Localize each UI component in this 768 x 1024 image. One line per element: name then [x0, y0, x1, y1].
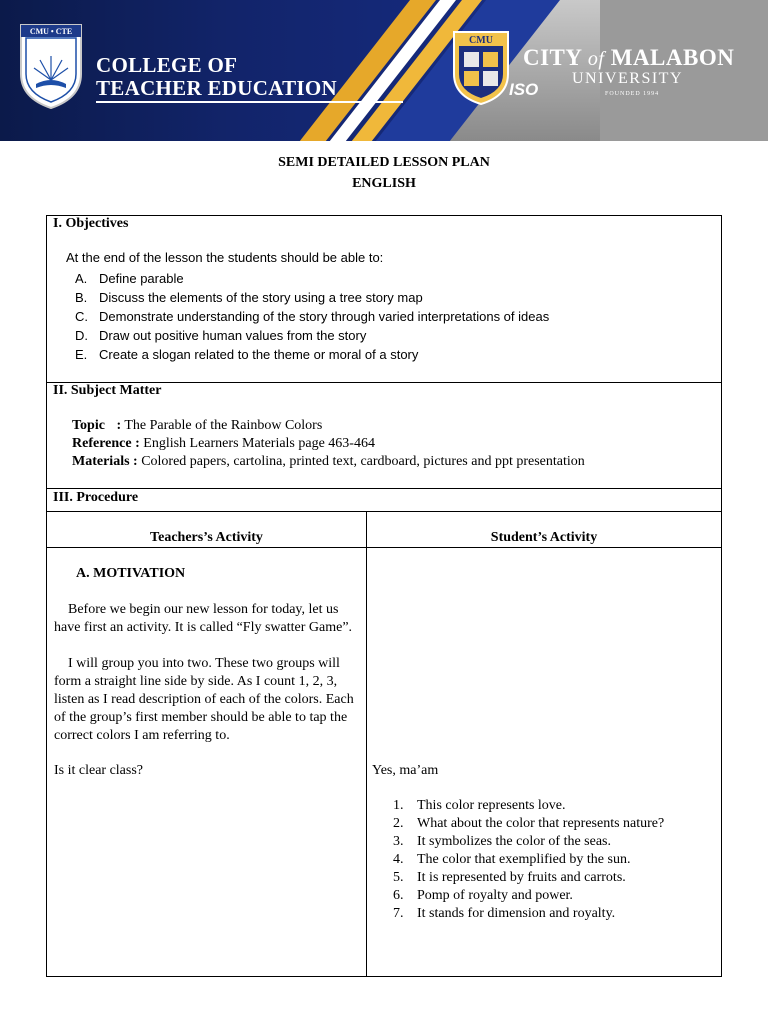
header-banner [0, 0, 768, 141]
university-name-line1 [523, 45, 734, 71]
founded-year: FOUNDED 1994 [605, 91, 660, 97]
university-malabon: MALABON [610, 45, 735, 70]
college-name [96, 54, 337, 100]
list-item: 7. It stands for dimension and royalty. [393, 906, 616, 921]
university-name-line2: UNIVERSITY [572, 70, 683, 87]
iso-badge: ISO [509, 80, 539, 99]
list-item: 6. Pomp of royalty and power. [393, 888, 573, 903]
procedure-heading: III. Procedure [53, 490, 139, 505]
objectives-intro: At the end of the lesson the students should be able to: [66, 250, 384, 265]
cmu-seal-text: CMU [469, 35, 493, 46]
objectives-list [75, 269, 549, 364]
list-item: B. Discuss the elements of the story using a tree story map [75, 290, 423, 305]
university-city: CITY [523, 45, 582, 70]
materials-label: Materials : [72, 454, 138, 469]
college-name-line1: COLLEGE OF [96, 53, 238, 77]
document-title: SEMI DETAILED LESSON PLAN [278, 155, 490, 170]
teacher-column-title: Teachers’s Activity [150, 530, 263, 545]
list-item: 2. What about the color that represents nature? [393, 816, 665, 831]
list-item: 5. It is represented by fruits and carrots. [393, 870, 626, 885]
university-of: of [587, 48, 605, 70]
list-item: C. Demonstrate understanding of the story through varied interpretations of ideas [75, 309, 550, 324]
reference-value: English Learners Materials page 463-464 [143, 436, 375, 451]
procedure-heading-row [46, 488, 722, 512]
reference-line [72, 436, 375, 452]
cte-seal-text: CMU • CTE [29, 27, 73, 36]
cte-seal-logo [18, 22, 84, 110]
topic-value: The Parable of the Rainbow Colors [124, 418, 323, 433]
list-item: 3. It symbolizes the color of the seas. [393, 834, 612, 849]
list-item: 1. This color represents love. [393, 798, 566, 813]
objectives-heading: I. Objectives [53, 216, 129, 231]
motivation-paragraph-2: I will group you into two. These two groups will form a straight line side by side. As I count 1, 2, 3, listen as I read description of each of the colors. Each of the group’s first member should be able to tap the correct colors I am referring to. [54, 656, 354, 743]
cmu-seal-logo [452, 30, 510, 106]
college-name-line2: TEACHER EDUCATION [96, 76, 337, 100]
college-underline [96, 101, 403, 103]
student-reply: Yes, ma’am [372, 763, 439, 778]
student-column-title: Student’s Activity [490, 530, 598, 545]
color-descriptions-list [393, 797, 664, 923]
motivation-paragraph-1: Before we begin our new lesson for today, let us have first an activity. It is called “Fly swatter Game”. [54, 602, 353, 635]
list-item: 4. The color that exemplified by the sun. [393, 852, 631, 867]
list-item: A. Define parable [75, 271, 184, 286]
materials-value: Colored papers, cartolina, printed text, cardboard, pictures and ppt presentation [141, 454, 585, 469]
list-item: E. Create a slogan related to the theme or moral of a story [75, 347, 419, 362]
topic-separator: : [116, 418, 122, 433]
topic-line [72, 418, 322, 434]
list-item: D. Draw out positive human values from the story [75, 328, 367, 343]
document-subject: ENGLISH [352, 176, 416, 191]
topic-label: Topic [72, 418, 105, 433]
subject-matter-heading: II. Subject Matter [53, 383, 162, 398]
teacher-question: Is it clear class? [54, 763, 144, 778]
motivation-heading: A. MOTIVATION [76, 566, 186, 581]
materials-line [72, 454, 585, 470]
reference-label: Reference : [72, 436, 140, 451]
